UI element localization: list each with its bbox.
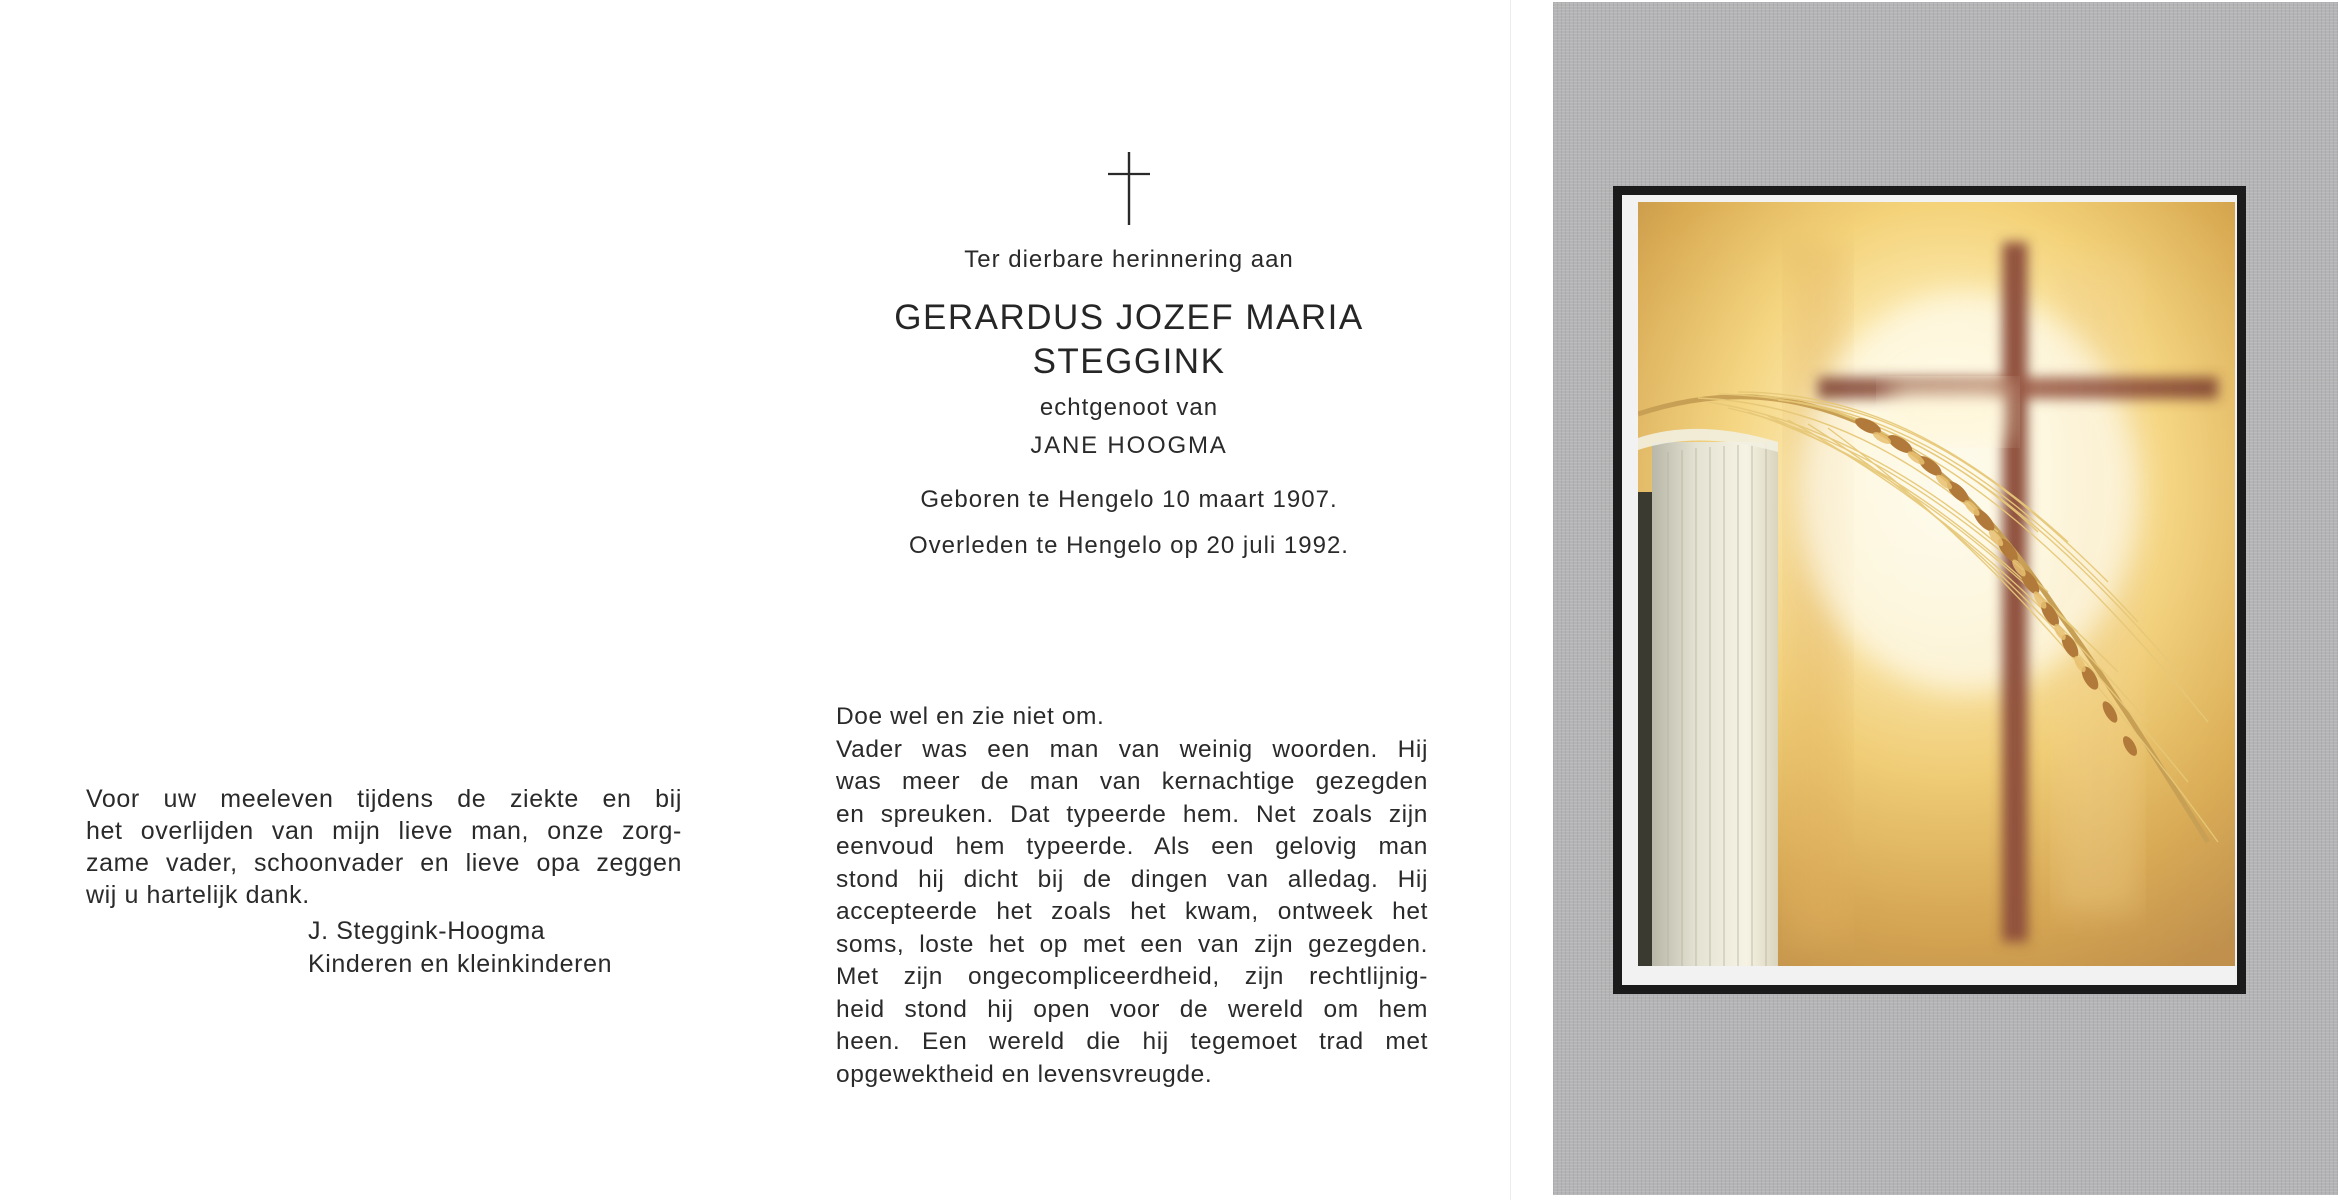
card-fold [1510,0,1511,1200]
memorial-header [836,150,1422,562]
memorial-line: Vader was een man van weinig woorden. Hij [836,735,1428,763]
thank-you-line: wij u hartelijk dank. [86,881,310,909]
cover-photo [1638,202,2235,966]
cover-photo-illustration [1638,202,2235,966]
thank-you-line: zame vader, schoonvader en lieve opa zeggen [86,849,682,877]
deceased-name [836,296,1422,384]
memorial-line: was meer de man van kernachtige gezegden [836,768,1428,795]
card-cover-panel [1553,2,2338,1195]
memorial-line: Doe wel en zie niet om. [836,703,1105,730]
book-icon [1638,429,1778,966]
deceased-name-line-1: GERARDUS JOZEF MARIA [894,298,1364,337]
death-line: Overleden te Hengelo op 20 juli 1992. [909,532,1349,559]
memorial-line: eenvoud hem typeerde. Als een gelovig man [836,833,1428,860]
signature-name: J. Steggink-Hoogma [308,917,546,945]
memorial-line: en spreuken. Dat typeerde hem. Net zoals zijn [836,800,1428,828]
cross-icon [1106,150,1152,226]
signature-family: Kinderen en kleinkinderen [308,950,613,978]
photo-frame [1613,186,2246,994]
intro-text: Ter dierbare herinnering aan [964,246,1294,273]
memorial-line: heid stond hij open voor de wereld om hem [836,995,1428,1023]
memorial-line: heen. Een wereld die hij tegemoet trad met [836,1028,1428,1055]
spouse-name: JANE HOOGMA [1030,432,1228,459]
memorial-text [836,701,1428,1091]
memorial-line: soms, loste het op met een van zijn gezegden. [836,930,1428,958]
spouse-label: echtgenoot van [1039,394,1219,421]
signature-block [308,915,682,981]
thank-you-line: het overlijden van mijn lieve man, onze zorg- [86,817,682,845]
birth-line: Geboren te Hengelo 10 maart 1907. [920,486,1338,513]
memorial-line: opgewektheid en levensvreugde. [836,1060,1213,1088]
deceased-name-line-2: STEGGINK [1032,342,1226,381]
memorial-line: stond hij dicht bij de dingen van alledag. Hij [836,865,1428,893]
thank-you-line: Voor uw meeleven tijdens de ziekte en bij [86,785,682,813]
memorial-line: accepteerde het zoals het kwam, ontweek het [836,898,1428,925]
thank-you-note [86,783,682,981]
memorial-line: Met zijn ongecompliceerdheid, zijn rechtlijnig- [836,963,1428,990]
